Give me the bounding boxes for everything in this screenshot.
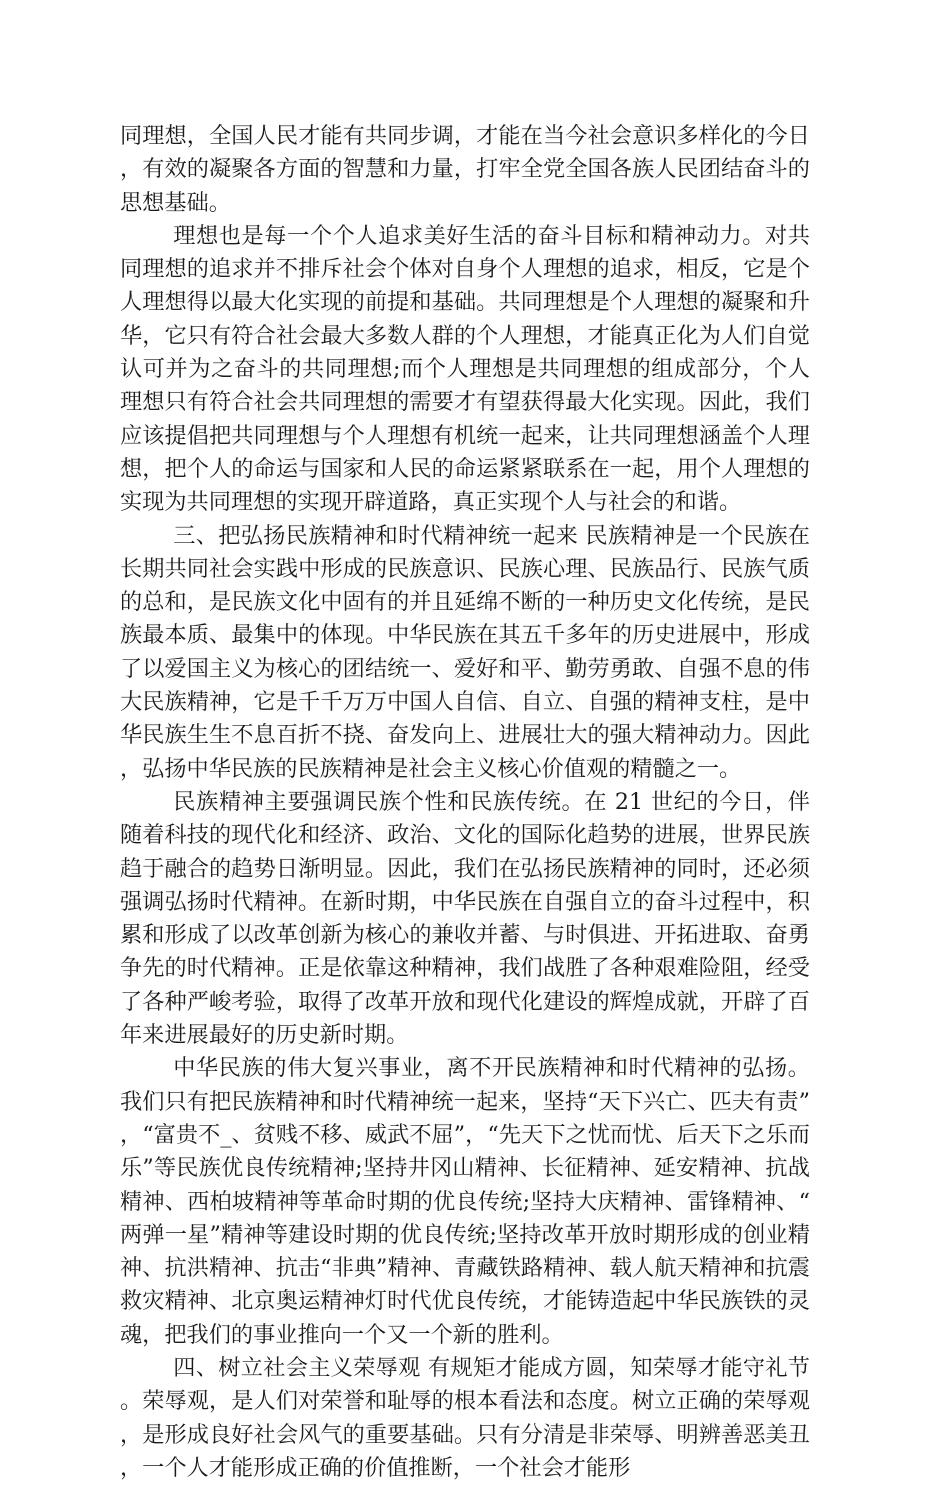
paragraph-spirit-of-the-times: 民族精神主要强调民族个性和民族传统。在 21 世纪的今日，伴随着科技的现代化和经济、政治、文化的国际化趋势的进展，世界民族趋于融合的趋势日渐明显。因此，我们在弘扬民族精神的同时，还必须强调弘扬时代精神。在新时期，中华民族在自强自立的奋斗过程中，积累和形成了以改革创新为核心的兼收并蓄、与时俱进、开拓进取、奋勇争先的时代精神。正是依靠这种精神，我们战胜了各种艰难险阻，经受了各种严峻考验，取得了改革开放和现代化建设的辉煌成就，开辟了百年来进展最好的历史新时期。 [120,788,810,1049]
paragraph-section-4-honor-disgrace: 四、树立社会主义荣辱观 有规矩才能成方圆，知荣辱才能守礼节。荣辱观，是人们对荣誉和耻辱的根本看法和态度。树立正确的荣辱观，是形成良好社会风气的重要基础。只有分清是非荣辱、明辨善恶美丑，一个人才能形成正确的价值推断，一个社会才能形 [120,1354,810,1481]
paragraph-national-rejuvenation: 中华民族的伟大复兴事业，离不开民族精神和时代精神的弘扬。我们只有把民族精神和时代精神统一起来，坚持“天下兴亡、匹夫有责”，“富贵不_、贫贱不移、威武不屈”，“先天下之忧而忧、后天下之乐而乐”等民族优良传统精神;坚持井冈山精神、长征精神、延安精神、抗战精神、西柏坡精神等革命时期的优良传统;坚持大庆精神、雷锋精神、“两弹一星”精神等建设时期的优良传统;坚持改革开放时期形成的创业精神、抗洪精神、抗击“非典”精神、青藏铁路精神、载人航天精神和抗震救灾精神、北京奥运精神灯时代优良传统，才能铸造起中华民族铁的灵魂，把我们的事业推向一个又一个新的胜利。 [120,1055,810,1348]
document-body [120,120,810,1485]
paragraph-shared-ideal-conclusion: 同理想，全国人民才能有共同步调，才能在当今社会意识多样化的今日，有效的凝聚各方面的智慧和力量，打牢全党全国各族人民团结奋斗的思想基础。 [120,123,810,216]
paragraph-section-3-national-spirit: 三、把弘扬民族精神和时代精神统一起来 民族精神是一个民族在长期共同社会实践中形成的民族意识、民族心理、民族品行、民族气质的总和，是民族文化中固有的并且延绵不断的一种历史文化传统，是民族最本质、最集中的体现。中华民族在其五千多年的历史进展中，形成了以爱国主义为核心的团结统一、爱好和平、勤劳勇敢、自强不息的伟大民族精神，它是千千万万中国人自信、自立、自强的精神支柱，是中华民族生生不息百折不挠、奋发向上、进展壮大的强大精神动力。因此，弘扬中华民族的民族精神是社会主义核心价值观的精髓之一。 [120,522,810,782]
paragraph-personal-ideal: 理想也是每一个个人追求美好生活的奋斗目标和精神动力。对共同理想的追求并不排斥社会个体对自身个人理想的追求，相反，它是个人理想得以最大化实现的前提和基础。共同理想是个人理想的凝聚和升华，它只有符合社会最大多数人群的个人理想，才能真正化为人们自觉认可并为之奋斗的共同理想;而个人理想是共同理想的组成部分，个人理想只有符合社会共同理想的需要才有望获得最大化实现。因此，我们应该提倡把共同理想与个人理想有机统一起来，让共同理想涵盖个人理想，把个人的命运与国家和人民的命运紧紧联系在一起，用个人理想的实现为共同理想的实现开辟道路，真正实现个人与社会的和谐。 [120,222,810,516]
